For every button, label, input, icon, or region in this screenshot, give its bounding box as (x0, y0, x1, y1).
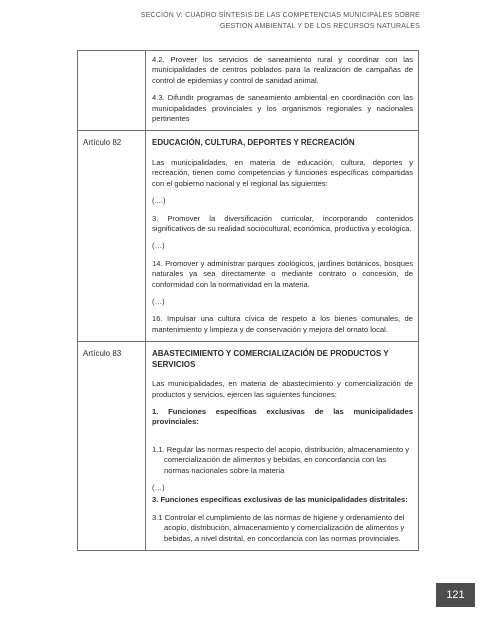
page-number: 121 (436, 583, 475, 607)
article-heading: EDUCACIÓN, CULTURA, DEPORTES Y RECREACIÓN (152, 138, 355, 148)
article-label: Artículo 82 (78, 131, 146, 342)
running-header (141, 10, 420, 32)
paragraph: Las municipalidades, en materia de abastecimiento y comercialización de productos y servicios, ejercen las siguientes funciones: (152, 379, 413, 399)
table-row (78, 51, 419, 131)
paragraph: (…) (152, 297, 165, 306)
table-row (78, 342, 419, 551)
paragraph: (....) (152, 196, 166, 206)
paragraph: 14. Promover y administrar parques zoológicos, jardines botánicos, bosques naturales ya sea directamente o mediante contrato o concesión, de conformidad con la normatividad en la materia. (152, 258, 413, 289)
paragraph: 3. Promover la diversificación curricular, incorporando contenidos significativos de su realidad sociocultural, económica, productiva y ecológica. (152, 213, 413, 233)
paragraph: 1.1. Regular las normas respecto del acopio, distribución, almacenamiento y comercialización de alimentos y bebidas, en concordancia con las normas nacionales sobre la materia (152, 444, 410, 475)
paragraph: Las municipalidades, en materia de educación, cultura, deportes y recreación, tienen como competencias y funciones específicas compartidas con el gobierno nacional y el regional las siguientes: (152, 157, 413, 188)
header-line-1: SECCIÓN V: CUADRO SÍNTESIS DE LAS COMPETENCIAS MUNICIPALES SOBRE (140, 12, 420, 19)
article-content (146, 342, 419, 551)
paragraph: 3.1 Controlar el cumplimiento de las normas de higiene y ordenamiento del acopio, distribución, almacenamiento y comercialización de alimentos y bebidas, a nivel distrital, en concordancia con las normas provinciales. (152, 512, 405, 543)
paragraph: 4.3. Difundir programas de saneamiento ambiental en coordinación con las municipalidades provinciales y los organismos regionales y nacionales pertinentes (152, 93, 413, 124)
article-label: Artículo 83 (78, 342, 146, 551)
paragraph: (…) (152, 483, 165, 493)
article-content (146, 51, 419, 131)
article-heading: ABASTECIMIENTO Y COMERCIALIZACIÓN DE PRODUCTOS Y SERVICIOS (152, 349, 389, 369)
paragraph: (…) (152, 241, 165, 251)
article-content (146, 131, 419, 342)
header-line-2: GESTIÓN AMBIENTAL Y DE LOS RECURSOS NATURALES (220, 23, 420, 30)
paragraph: 16. Impulsar una cultura cívica de respeto a los bienes comunales, de mantenimiento y limpieza y de conservación y mejora del ornato local. (152, 314, 413, 334)
sub-heading: 3. Funciones específicas exclusivas de las municipalidades distritales: (152, 495, 408, 505)
sub-heading: 1. Funciones específicas exclusivas de las municipalidades provinciales: (152, 407, 413, 427)
article-label (78, 51, 146, 131)
spacer (152, 435, 413, 445)
table-row (78, 131, 419, 342)
competencies-table (77, 50, 419, 551)
paragraph: 4.2. Proveer los servicios de saneamiento rural y coordinar con las municipalidades de centros poblados para la realización de campañas de control de epidemias y control de sanidad animal. (152, 55, 413, 85)
